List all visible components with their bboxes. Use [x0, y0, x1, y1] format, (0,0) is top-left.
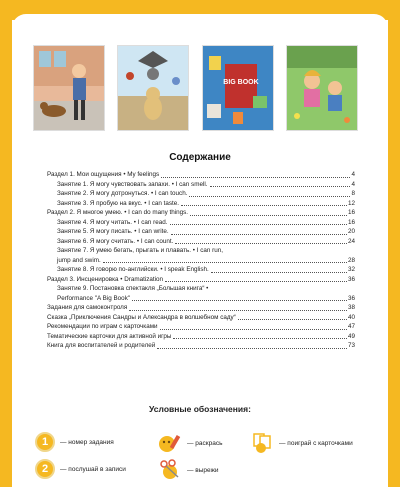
leader-dots: [238, 319, 347, 320]
toc-entry-text: Раздел 2. Я многое умею. • I can do many things.: [47, 209, 189, 216]
illustration-children-in-garden: [286, 45, 358, 131]
number-2-circle-icon: 2: [35, 459, 55, 479]
toc-entry-text: Занятие 1. Я могу чувствовать запахи. • I can smell.: [57, 180, 208, 188]
legend-label: — номер задания: [60, 438, 114, 446]
toc-entry-text: Занятие 5. Я могу писать. • I can write.: [57, 228, 169, 235]
toc-entry-text: Занятие 6. Я могу считать. • I can count.: [57, 237, 174, 245]
leader-dots: [170, 224, 347, 225]
toc-entry[interactable]: [47, 180, 355, 190]
leader-dots: [129, 310, 347, 311]
toc-page-number: 16: [347, 209, 355, 216]
toc-entry-text: Занятие 3. Я пробую на вкус. • I can taste.: [57, 199, 180, 207]
toc-page-number: 24: [347, 237, 355, 245]
leader-dots: [103, 262, 347, 263]
toc-entry[interactable]: [47, 199, 355, 209]
legend-title: Условные обозначения:: [149, 404, 251, 414]
toc-entry[interactable]: [47, 332, 355, 342]
toc-entry[interactable]: [47, 208, 355, 218]
toc-entry-text: Занятие 9. Постановка спектакля „Большая книга“ •: [57, 285, 209, 292]
cards-game-icon: [250, 432, 276, 454]
leader-dots: [181, 205, 347, 206]
legend-label: — раскрась: [187, 439, 223, 447]
toc-entry-text: Занятие 7. Я умею бегать, прыгать и плавать. • I can run,: [57, 247, 223, 254]
toc-entry[interactable]: [47, 170, 355, 180]
toc-entry[interactable]: [47, 322, 355, 332]
legend-label: — вырежи: [187, 466, 219, 474]
legend-label: — послушай в записи: [60, 465, 126, 473]
toc-entry[interactable]: [47, 313, 355, 323]
leader-dots: [175, 243, 347, 244]
legend-item-cut: [158, 459, 219, 481]
toc-page-number: 4: [351, 180, 355, 188]
toc-page-number: 4: [351, 171, 355, 178]
illustration-boy-walking-dog: [33, 45, 105, 131]
toc-entry[interactable]: [47, 294, 355, 304]
leader-dots: [189, 196, 350, 197]
table-of-contents: [47, 170, 355, 351]
legend-item-listen: [35, 459, 126, 479]
legend-item-color: [158, 432, 223, 454]
contents-title: Содержание: [169, 152, 231, 163]
toc-entry[interactable]: [47, 265, 355, 275]
toc-entry[interactable]: [47, 275, 355, 285]
toc-page-number: 38: [347, 304, 355, 311]
toc-entry-text: Тематические карточки для активной игры: [47, 332, 172, 340]
toc-entry-text: Рекомендации по играм с карточками: [47, 323, 158, 330]
illustration-birds-and-dog: [117, 45, 189, 131]
toc-page-number: 16: [347, 218, 355, 226]
leader-dots: [211, 272, 347, 273]
toc-entry[interactable]: [47, 237, 355, 247]
toc-page-number: 40: [347, 313, 355, 321]
leader-dots: [160, 329, 347, 330]
toc-entry[interactable]: [47, 218, 355, 228]
toc-page-number: 36: [347, 275, 355, 283]
toc-page-number: 73: [347, 342, 355, 349]
leader-dots: [171, 234, 347, 235]
leader-dots: [165, 281, 347, 282]
toc-entry[interactable]: [47, 256, 355, 266]
toc-page-number: 47: [347, 323, 355, 330]
toc-entry[interactable]: [47, 341, 355, 351]
toc-entry-text: Книга для воспитателей и родителей: [47, 342, 156, 349]
leader-dots: [132, 300, 347, 301]
toc-entry-text: jump and swim.: [57, 256, 101, 264]
leader-dots: [210, 186, 351, 187]
toc-page-number: 49: [347, 332, 355, 340]
toc-entry-text: Performance "A Big Book": [57, 294, 131, 302]
toc-entry-text: Занятие 8. Я говорю по-английски. • I speak English.: [57, 266, 209, 273]
leader-dots: [161, 177, 350, 178]
toc-page-number: 8: [351, 190, 355, 197]
leader-dots: [190, 215, 347, 216]
legend-label: — поиграй с карточками: [279, 439, 353, 447]
toc-entry-text: Раздел 3. Инсценировка • Dramatization: [47, 275, 164, 283]
leader-dots: [157, 348, 347, 349]
scissors-icon: [158, 459, 184, 481]
toc-entry-text: Сказка „Приключения Сандры и Александра в волшебном саду“: [47, 313, 236, 321]
legend-item-task-number: [35, 432, 114, 452]
toc-entry-text: Задания для самоконтроля: [47, 304, 128, 311]
illustration-big-book: [202, 45, 274, 131]
toc-entry-text: Раздел 1. Мои ощущения • My feelings: [47, 171, 160, 178]
toc-page-number: 20: [347, 228, 355, 235]
toc-entry[interactable]: [47, 189, 355, 199]
toc-page-number: 32: [347, 266, 355, 273]
number-1-circle-icon: 1: [35, 432, 55, 452]
toc-entry[interactable]: [47, 227, 355, 237]
toc-entry-text: Занятие 2. Я могу дотронуться. • I can touch.: [57, 190, 188, 197]
toc-entry[interactable]: [47, 303, 355, 313]
toc-entry-text: Занятие 4. Я могу читать. • I can read.: [57, 218, 168, 226]
leader-dots: [173, 338, 347, 339]
big-book-text: BIG BOOK: [223, 79, 259, 86]
toc-page-number: 36: [347, 294, 355, 302]
color-hand-icon: [158, 432, 184, 454]
toc-page-number: 12: [347, 199, 355, 207]
legend-item-cards: [250, 432, 353, 454]
toc-page-number: 28: [347, 256, 355, 264]
